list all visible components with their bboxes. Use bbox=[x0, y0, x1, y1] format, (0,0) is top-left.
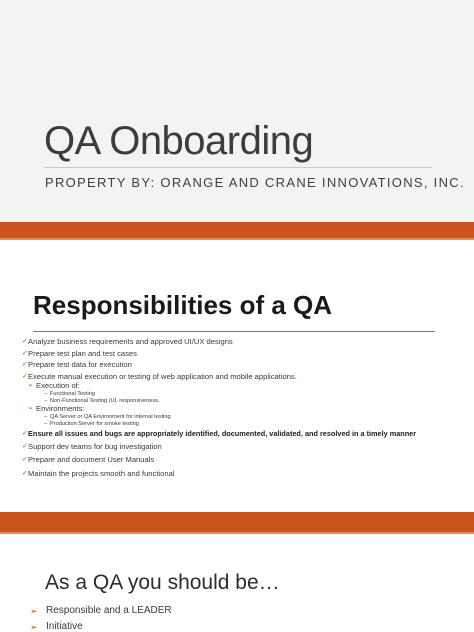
sub-sub-list-item bbox=[28, 414, 458, 421]
sub-list-item bbox=[28, 405, 458, 414]
list-item-text: Functional Testing bbox=[50, 390, 95, 397]
list-item-text: Support dev teams for bug investigation bbox=[28, 441, 162, 451]
list-item bbox=[22, 359, 458, 371]
list-item bbox=[22, 454, 458, 467]
list-item-text: QA Server or QA Environment for internal testing bbox=[50, 413, 171, 420]
list-item-text: Maintain the projects smooth and functional bbox=[28, 468, 175, 478]
list-item bbox=[22, 468, 458, 481]
accent-bar bbox=[0, 222, 474, 238]
list-item bbox=[22, 428, 458, 440]
slide-subtitle: PROPERTY BY: ORANGE AND CRANE INNOVATIONS, INC. bbox=[45, 175, 465, 190]
list-item bbox=[30, 603, 172, 619]
list-item bbox=[22, 371, 458, 383]
arrow-bullet-icon: ➢ bbox=[28, 405, 34, 412]
check-icon: ✓ bbox=[22, 469, 28, 477]
arrow-bullet-icon: ➢ bbox=[28, 383, 34, 390]
list-item-text: Initiative bbox=[46, 621, 83, 632]
title-divider bbox=[33, 331, 435, 332]
list-item-text: Analyze business requirements and approved UI/UX designs bbox=[28, 337, 233, 346]
list-item-text: Environments: bbox=[36, 403, 85, 413]
qualities-list bbox=[30, 603, 172, 632]
sub-sub-list-item bbox=[28, 391, 458, 398]
check-icon: ✓ bbox=[22, 442, 28, 450]
dash-bullet-icon: – bbox=[44, 390, 48, 397]
slide-title: QA Onboarding bbox=[44, 119, 314, 163]
list-item-text: Responsible and a LEADER bbox=[46, 605, 172, 616]
list-item-text: Prepare test data for execution bbox=[28, 360, 132, 370]
list-item-text: Prepare and document User Manuals bbox=[28, 455, 155, 465]
check-icon: ✓ bbox=[22, 372, 28, 380]
list-item-text: Production Server for smoke testing bbox=[50, 420, 139, 427]
slide-gap bbox=[0, 240, 474, 266]
title-slide bbox=[0, 0, 474, 222]
title-divider bbox=[44, 167, 432, 168]
accent-bar bbox=[0, 512, 474, 532]
arrow-bullet-icon: ➢ bbox=[30, 606, 38, 616]
dash-bullet-icon: – bbox=[44, 397, 48, 404]
list-item-text: Execute manual execution or testing of web application and mobile applications. bbox=[28, 371, 297, 381]
check-icon: ✓ bbox=[22, 361, 28, 369]
list-item-text: Execution of: bbox=[36, 381, 80, 391]
slide-title: As a QA you should be… bbox=[45, 571, 280, 594]
slide-gap bbox=[0, 534, 474, 560]
list-item bbox=[30, 619, 172, 632]
dash-bullet-icon: – bbox=[44, 420, 48, 427]
list-item-text: Non-Functional Testing (UI, responsiveness, bbox=[50, 397, 160, 404]
slide-title: Responsibilities of a QA bbox=[33, 290, 333, 320]
check-icon: ✓ bbox=[22, 429, 28, 437]
list-item bbox=[22, 336, 458, 348]
check-icon: ✓ bbox=[22, 338, 28, 345]
arrow-bullet-icon: ➢ bbox=[30, 622, 38, 632]
responsibilities-slide bbox=[0, 266, 474, 512]
list-item-text: Ensure all issues and bugs are appropriately identified, documented, validated, and resolved in a timely manner bbox=[28, 428, 417, 438]
sub-sub-list-item bbox=[28, 398, 458, 405]
check-icon: ✓ bbox=[22, 456, 28, 464]
qualities-slide bbox=[0, 560, 474, 632]
list-item-text: Prepare test plan and test cases bbox=[28, 348, 137, 358]
list-item bbox=[22, 348, 458, 360]
sub-sub-list-item bbox=[28, 421, 458, 428]
list-item bbox=[22, 441, 458, 454]
check-icon: ✓ bbox=[22, 349, 28, 357]
dash-bullet-icon: – bbox=[44, 413, 48, 420]
responsibilities-list bbox=[22, 336, 458, 480]
sub-list-item bbox=[28, 382, 458, 391]
